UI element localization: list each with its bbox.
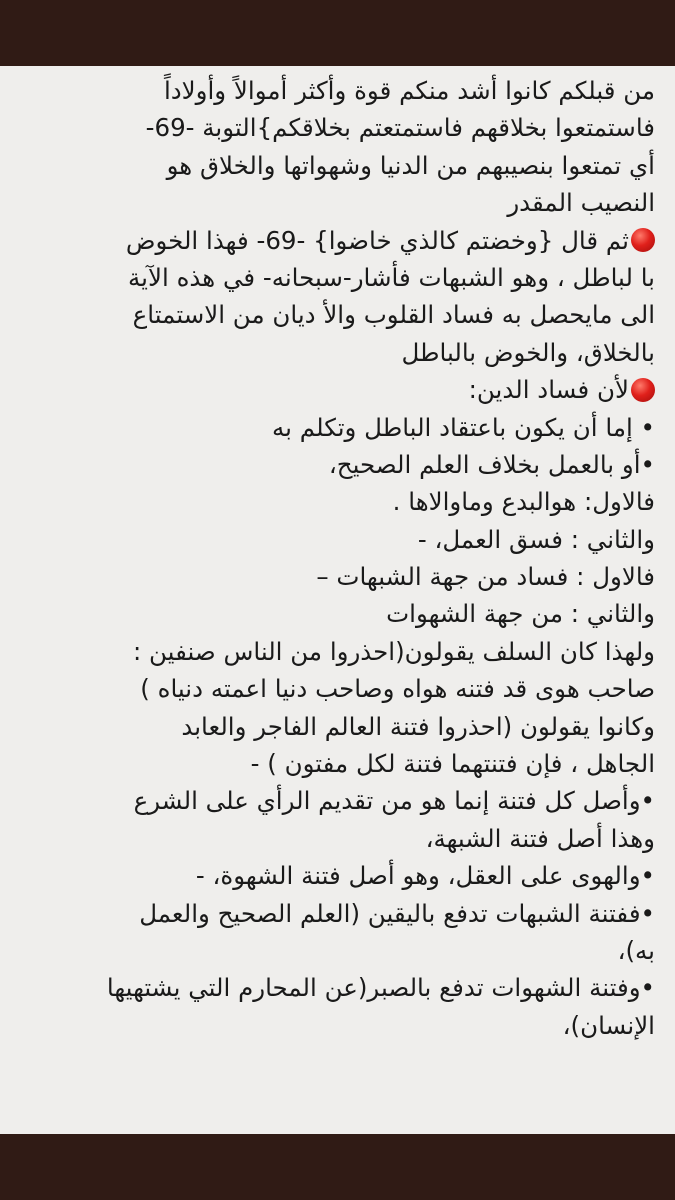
text-line-15 — [18, 595, 655, 632]
line-text: أي تمتعوا بنصيبهم من الدنيا وشهواتها والخلاق هو — [166, 150, 655, 180]
line-text: وهذا أصل فتنة الشبهة، — [425, 823, 655, 853]
text-line-21 — [18, 820, 655, 857]
line-text: الى مايحصل به فساد القلوب والأ ديان من الاستمتاع — [132, 300, 655, 330]
text-line-24 — [18, 932, 655, 969]
text-line-6 — [18, 259, 655, 296]
line-text: با لباطل ، وهو الشبهات فأشار-سبحانه- في هذه الآية — [128, 262, 655, 292]
line-text: وكانوا يقولون (احذروا فتنة العالم الفاجر والعابد — [181, 711, 655, 741]
text-line-12 — [18, 483, 655, 520]
line-text: فالاول : فساد من جهة الشبهات – — [316, 562, 655, 592]
line-text: والثاني : فسق العمل، - — [417, 524, 655, 554]
line-text: •ففتنة الشبهات تدفع باليقين (العلم الصحيح والعمل — [139, 898, 655, 928]
line-text: فالاول: هوالبدع وماوالاها . — [392, 487, 655, 517]
text-line-16 — [18, 633, 655, 670]
line-text: النصيب المقدر — [507, 188, 655, 218]
text-line-11 — [18, 446, 655, 483]
line-text: والثاني : من جهة الشهوات — [386, 599, 655, 629]
line-text: لأن فساد الدين: — [468, 375, 629, 405]
text-line-5 — [18, 222, 655, 259]
line-text: صاحب هوى قد فتنه هواه وصاحب دنيا اعمته دنياه ) — [140, 674, 655, 704]
line-text: •أو بالعمل بخلاف العلم الصحيح، — [328, 449, 655, 479]
text-line-7 — [18, 296, 655, 333]
line-text: من قبلكم كانوا أشد منكم قوة وأكثر أموالاً وأولاداً — [163, 76, 655, 105]
text-line-23 — [18, 895, 655, 932]
line-text: الجاهل ، فإن فتنتهما فتنة لكل مفتون ) - — [250, 749, 655, 779]
text-line-25 — [18, 969, 655, 1006]
line-text: فاستمتعوا بخلاقهم فاستمتعتم بخلاقكم}التوبة -69- — [145, 113, 655, 143]
text-line-19 — [18, 745, 655, 782]
red-circle-icon — [631, 228, 655, 252]
note-body — [0, 66, 675, 1134]
text-line-13 — [18, 521, 655, 558]
text-line-4 — [18, 184, 655, 221]
text-line-8 — [18, 334, 655, 371]
text-line-1 — [18, 72, 655, 109]
line-text: به)، — [617, 935, 655, 965]
line-text: بالخلاق، والخوض بالباطل — [401, 337, 655, 367]
line-text: الإنسان)، — [562, 1010, 655, 1040]
line-text: •والهوى على العقل، وهو أصل فتنة الشهوة، - — [195, 861, 655, 891]
text-line-2 — [18, 109, 655, 146]
bottom-frame-bar — [0, 1134, 675, 1200]
text-line-22 — [18, 857, 655, 894]
line-text: ولهذا كان السلف يقولون(احذروا من الناس صنفين : — [132, 636, 655, 666]
line-text: • إما أن يكون باعتقاد الباطل وتكلم به — [272, 412, 655, 442]
text-line-26 — [18, 1007, 655, 1044]
text-line-9 — [18, 371, 655, 408]
line-text: •وأصل كل فتنة إنما هو من تقديم الرأي على الشرع — [133, 786, 655, 816]
text-line-20 — [18, 782, 655, 819]
top-frame-bar — [0, 0, 675, 66]
text-line-17 — [18, 670, 655, 707]
text-line-10 — [18, 409, 655, 446]
text-line-3 — [18, 147, 655, 184]
text-line-14 — [18, 558, 655, 595]
red-circle-icon — [631, 378, 655, 402]
line-text: •وفتنة الشهوات تدفع بالصبر(عن المحارم التي يشتهيها — [106, 973, 655, 1003]
text-line-18 — [18, 708, 655, 745]
line-text: ثم قال {وخضتم كالذي خاضوا} -69- فهذا الخوض — [125, 225, 629, 255]
